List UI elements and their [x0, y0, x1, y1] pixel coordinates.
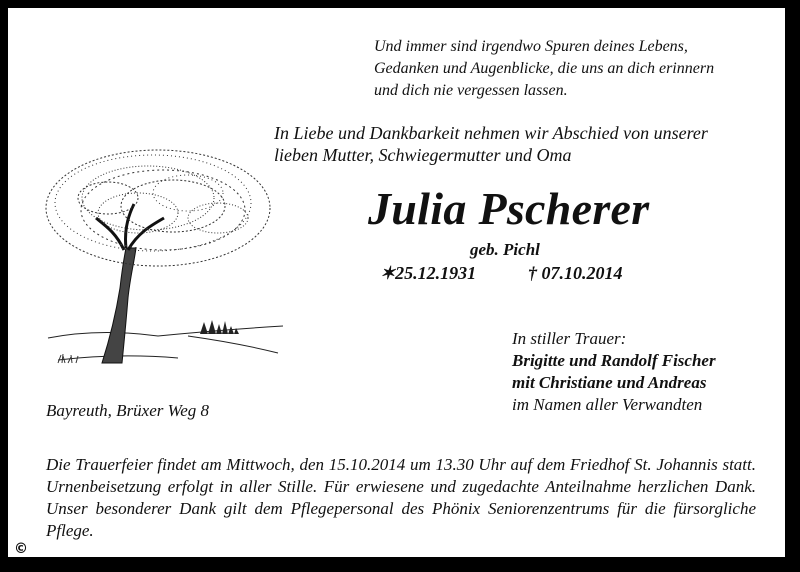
memorial-quote	[374, 36, 714, 102]
copyright-icon: ©	[14, 541, 28, 557]
life-dates	[380, 263, 623, 284]
tree-illustration	[38, 138, 288, 373]
intro-line: In Liebe und Dankbarkeit nehmen wir Abschied von unserer	[274, 123, 708, 143]
quote-line: Und immer sind irgendwo Spuren deines Lebens,	[374, 38, 688, 55]
deceased-name: Julia Pscherer	[368, 183, 650, 234]
mourner-address: Bayreuth, Brüxer Weg 8	[46, 401, 210, 420]
quote-line: und dich nie vergessen lassen.	[374, 82, 568, 99]
birth-date: ✶25.12.1931	[380, 263, 477, 283]
death-date: † 07.10.2014	[528, 263, 623, 283]
mourners-relatives: im Namen aller Verwandten	[512, 395, 703, 414]
funeral-service-notice: Die Trauerfeier findet am Mittwoch, den 15.10.2014 um 13.30 Uhr auf dem Friedhof St. Johannis statt. Urnenbeisetzung erfolgt in aller Stille. Für erwiesene und zugedachte Anteilnahme herzlichen Dank. Unser besonderer Dank gilt dem Pflegepersonal des Phönix Seniorenzentrums für die fürsorgliche Pflege.	[46, 455, 756, 540]
quote-line: Gedanken und Augenblicke, die uns an dich erinnern	[374, 60, 715, 77]
obituary-card	[8, 8, 785, 557]
intro-line: lieben Mutter, Schwiegermutter und Oma	[274, 145, 572, 165]
farewell-intro	[274, 122, 708, 166]
mourners-block	[512, 328, 716, 416]
mourners-heading: In stiller Trauer:	[512, 329, 627, 348]
mourners-grandchildren: mit Christiane und Andreas	[512, 373, 707, 392]
mourners-family: Brigitte und Randolf Fischer	[512, 351, 716, 370]
birth-name: geb. Pichl	[470, 240, 540, 259]
